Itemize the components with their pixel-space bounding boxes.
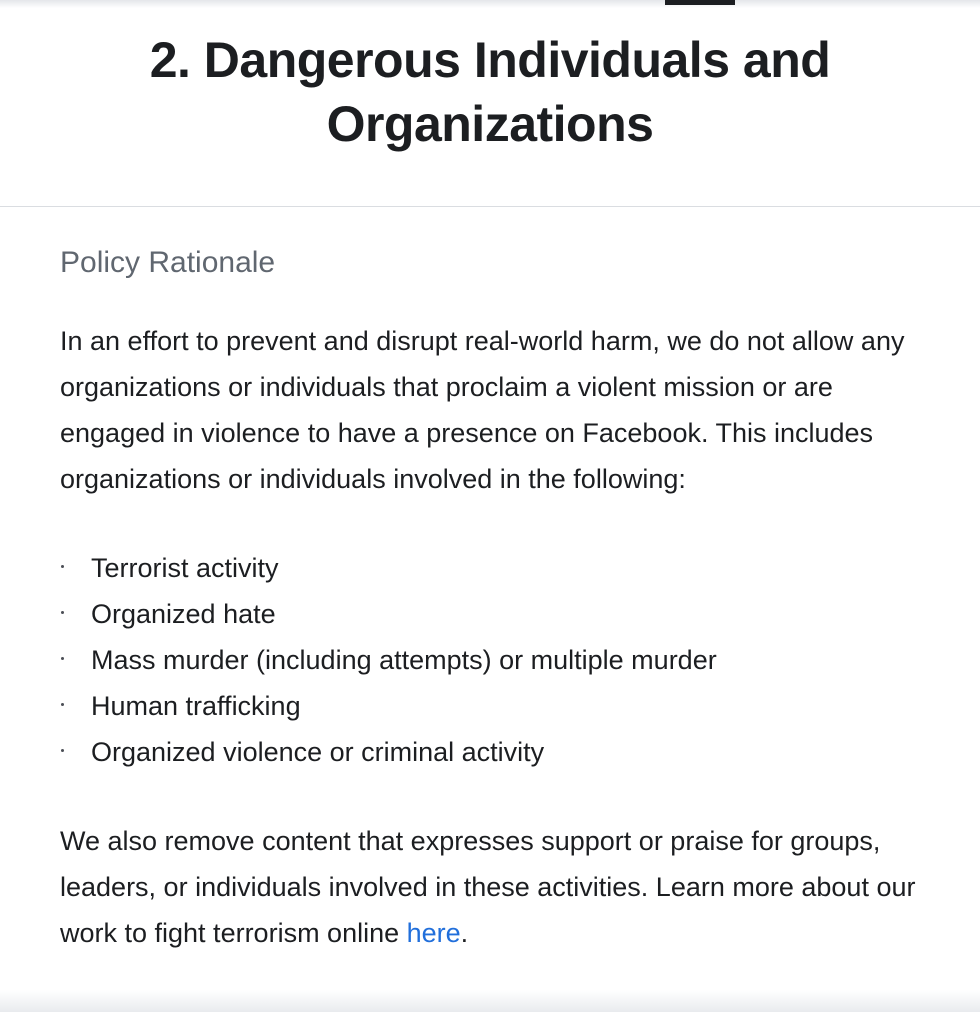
page-title-line-2: Organizations (326, 96, 654, 152)
bottom-shadow (0, 990, 980, 1012)
page-title (40, 28, 940, 156)
prohibited-activities-list (60, 545, 940, 775)
bullet-dot-icon (61, 703, 64, 706)
intro-paragraph: In an effort to prevent and disrupt real-world harm, we do not allow any organizations or individuals that proclaim a violent mission or are engaged in violence to have a presence on Facebook. This includes organizations or individuals involved in the following: (60, 326, 905, 494)
page-title-line-1: 2. Dangerous Individuals and (149, 32, 831, 88)
list-item (60, 729, 940, 775)
list-item-label: Terrorist activity (91, 553, 279, 583)
list-item-label: Organized violence or criminal activity (91, 737, 545, 767)
list-item-label: Human trafficking (91, 691, 301, 721)
list-item (60, 591, 940, 637)
list-item (60, 637, 940, 683)
closing-text: We also remove content that expresses support or praise for groups, leaders, or individuals involved in these activities. Learn more about our work to fight terrorism online (60, 826, 916, 948)
bullet-dot-icon (61, 657, 64, 660)
bullet-dot-icon (61, 565, 64, 568)
bullet-dot-icon (61, 749, 64, 752)
section-heading: Policy Rationale (60, 246, 276, 279)
closing-period: . (460, 918, 469, 948)
list-item-label: Mass murder (including attempts) or multiple murder (91, 645, 717, 675)
list-item-label: Organized hate (91, 599, 276, 629)
terrorism-info-link[interactable]: here (406, 918, 461, 948)
list-item (60, 545, 940, 591)
list-item (60, 683, 940, 729)
policy-content (60, 240, 940, 956)
bullet-dot-icon (61, 611, 64, 614)
page-header (0, 0, 980, 207)
closing-paragraph (60, 818, 940, 956)
active-tab-indicator (665, 0, 735, 5)
